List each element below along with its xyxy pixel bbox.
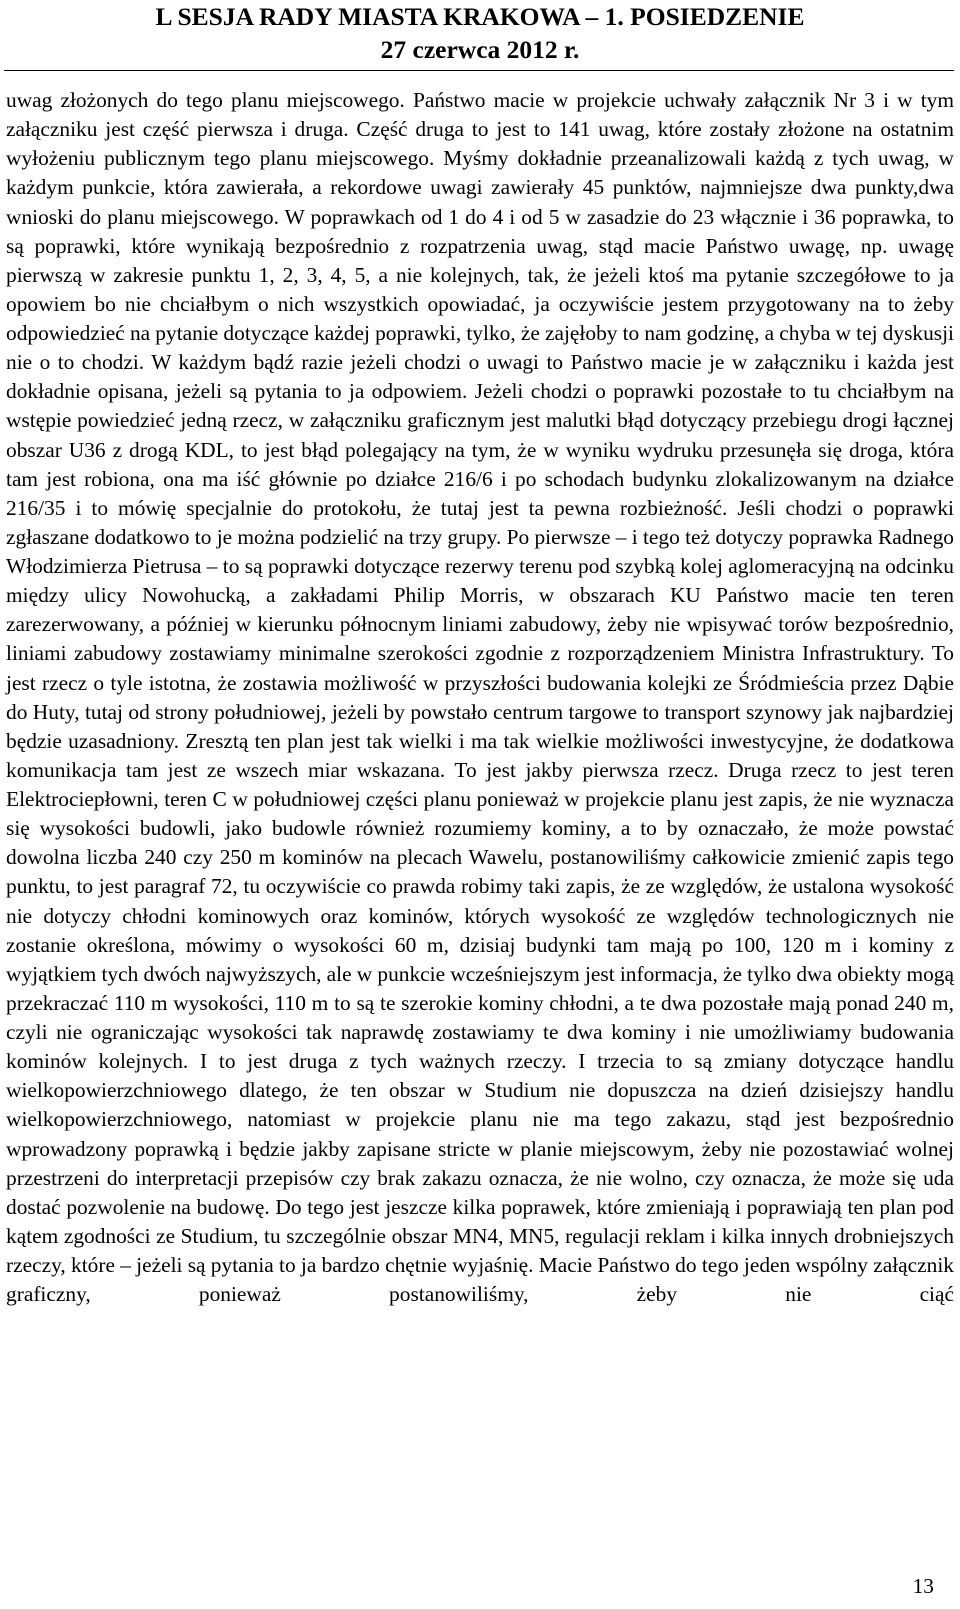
page-number: 13 xyxy=(912,1574,934,1598)
session-date: 27 czerwca 2012 r. xyxy=(380,35,580,64)
page-header xyxy=(0,0,960,66)
transcript-paragraph: uwag złożonych do tego planu miejscowego. Państwo macie w projekcie uchwały załącznik Nr 3 i w tym załączniku jest część pierwsza i druga. Część druga to jest to 141 uwag, które zostały złożone na ostatnim wyłożeniu publicznym tego planu miejscowego. Myśmy dokładnie przeanalizowali każdą z tych uwag, w każdym punkcie, która zawierała, a rekordowe uwagi zawierały 45 punktów, najmniejsze dwa punkty,dwa wnioski do planu miejscowego. W poprawkach od 1 do 4 i od 5 w zasadzie do 23 włącznie i 36 poprawka, to są poprawki, które wynikają bezpośrednio z rozpatrzenia uwag, stąd macie Państwo uwagę, np. uwagę pierwszą w zakresie punktu 1, 2, 3, 4, 5, a nie kolejnych, tak, że jeżeli ktoś ma pytanie szczegółowe to ja opowiem bo nie chciałbym o nich wszystkich opowiadać, ja oczywiście jestem przygotowany na to żeby odpowiedzieć na pytanie dotyczące każdej poprawki, tylko, że zajęłoby to nam godzinę, a chyba w tej dyskusji nie o to chodzi. W każdym bądź razie jeżeli chodzi o uwagi to Państwo macie je w załączniku i każda jest dokładnie opisana, jeżeli są pytania to ja odpowiem. Jeżeli chodzi o poprawki pozostałe to tu chciałbym na wstępie powiedzieć jedną rzecz, w załączniku graficznym jest malutki błąd dotyczący przebiegu drogi łącznej obszar U36 z drogą KDL, to jest błąd polegający na tym, że w wyniku wydruku przesunęła się droga, która tam jest robiona, ona ma iść głównie po działce 216/6 i po schodach budynku zlokalizowanym na działce 216/35 i to mówię specjalnie do protokołu, że tutaj jest ta pewna rozbieżność. Jeśli chodzi o poprawki zgłaszane dodatkowo to je można podzielić na trzy grupy. Po pierwsze – i tego też dotyczy poprawka Radnego Włodzimierza Pietrusa – to są poprawki dotyczące rezerwy terenu pod szybką kolej aglomeracyjną na odcinku między ulicy Nowohucką, a zakładami Philip Morris, w obszarach KU Państwo macie ten teren zarezerwowany, a później w kierunku północnym liniami zabudowy, żeby nie wpisywać torów bezpośrednio, liniami zabudowy zostawiamy minimalne szerokości zgodnie z rozporządzeniem Ministra Infrastruktury. To jest rzecz o tyle istotna, że zostawia możliwość w przyszłości budowania kolejki ze Śródmieścia przez Dąbie do Huty, tutaj od strony południowej, jeżeli by powstało centrum targowe to transport szynowy jak najbardziej będzie uzasadniony. Zresztą ten plan jest tak wielki i ma tak wielkie możliwości inwestycyjne, że dodatkowa komunikacja tam jest ze wszech miar wskazana. To jest jakby pierwsza rzecz. Druga rzecz to jest teren Elektrociepłowni, teren C w południowej części planu ponieważ w projekcie planu jest zapis, że nie wyznacza się wysokości budowli, jako budowle również rozumiemy kominy, a to by oznaczało, że może powstać dowolna liczba 240 czy 250 m kominów na plecach Wawelu, postanowiliśmy całkowicie zmienić zapis tego punktu, to jest paragraf 72, tu oczywiście co prawda robimy taki zapis, że ze względów, że ustalona wysokość nie dotyczy chłodni kominowych oraz kominów, których wysokość ze względów technologicznych nie zostanie określona, mówimy o wysokości 60 m, dzisiaj budynki tam mają po 100, 120 m i kominy z wyjątkiem tych dwóch najwyższych, ale w punkcie wcześniejszym jest informacja, że tylko dwa obiekty mogą przekraczać 110 m wysokości, 110 m to są te szerokie kominy chłodni, a te dwa pozostałe mają ponad 240 m, czyli nie ograniczając wysokości tak naprawdę zostawiamy te dwa kominy i nie umożliwiamy budowania kominów kolejnych. I to jest druga z tych ważnych rzeczy. I trzecia to są zmiany dotyczące handlu wielkopowierzchniowego dlatego, że ten obszar w Studium nie dopuszcza na dzień dzisiejszy handlu wielkopowierzchniowego, natomiast w projekcie planu nie ma tego zakazu, stąd jest bezpośrednio wprowadzony poprawką i będzie jakby zapisane stricte w planie miejscowym, żeby nie pozostawiać wolnej przestrzeni do interpretacji przepisów czy brak zakazu oznacza, że nie wolno, czy oznacza, że może się uda dostać pozwolenie na budowę. Do tego jest jeszcze kilka poprawek, które zmieniają i poprawiają ten plan pod kątem zgodności ze Studium, tu szczególnie obszar MN4, MN5, regulacji reklam i kilka innych drobniejszych rzeczy, które – jeżeli są pytania to ja bardzo chętnie wyjaśnię. Macie Państwo do tego jeden wspólny załącznik graficzny, ponieważ postanowiliśmy, żeby nie ciąć xyxy=(6,88,954,1307)
header-divider xyxy=(4,70,954,71)
session-title: L SESJA RADY MIASTA KRAKOWA – 1. POSIEDZENIE xyxy=(155,2,805,31)
